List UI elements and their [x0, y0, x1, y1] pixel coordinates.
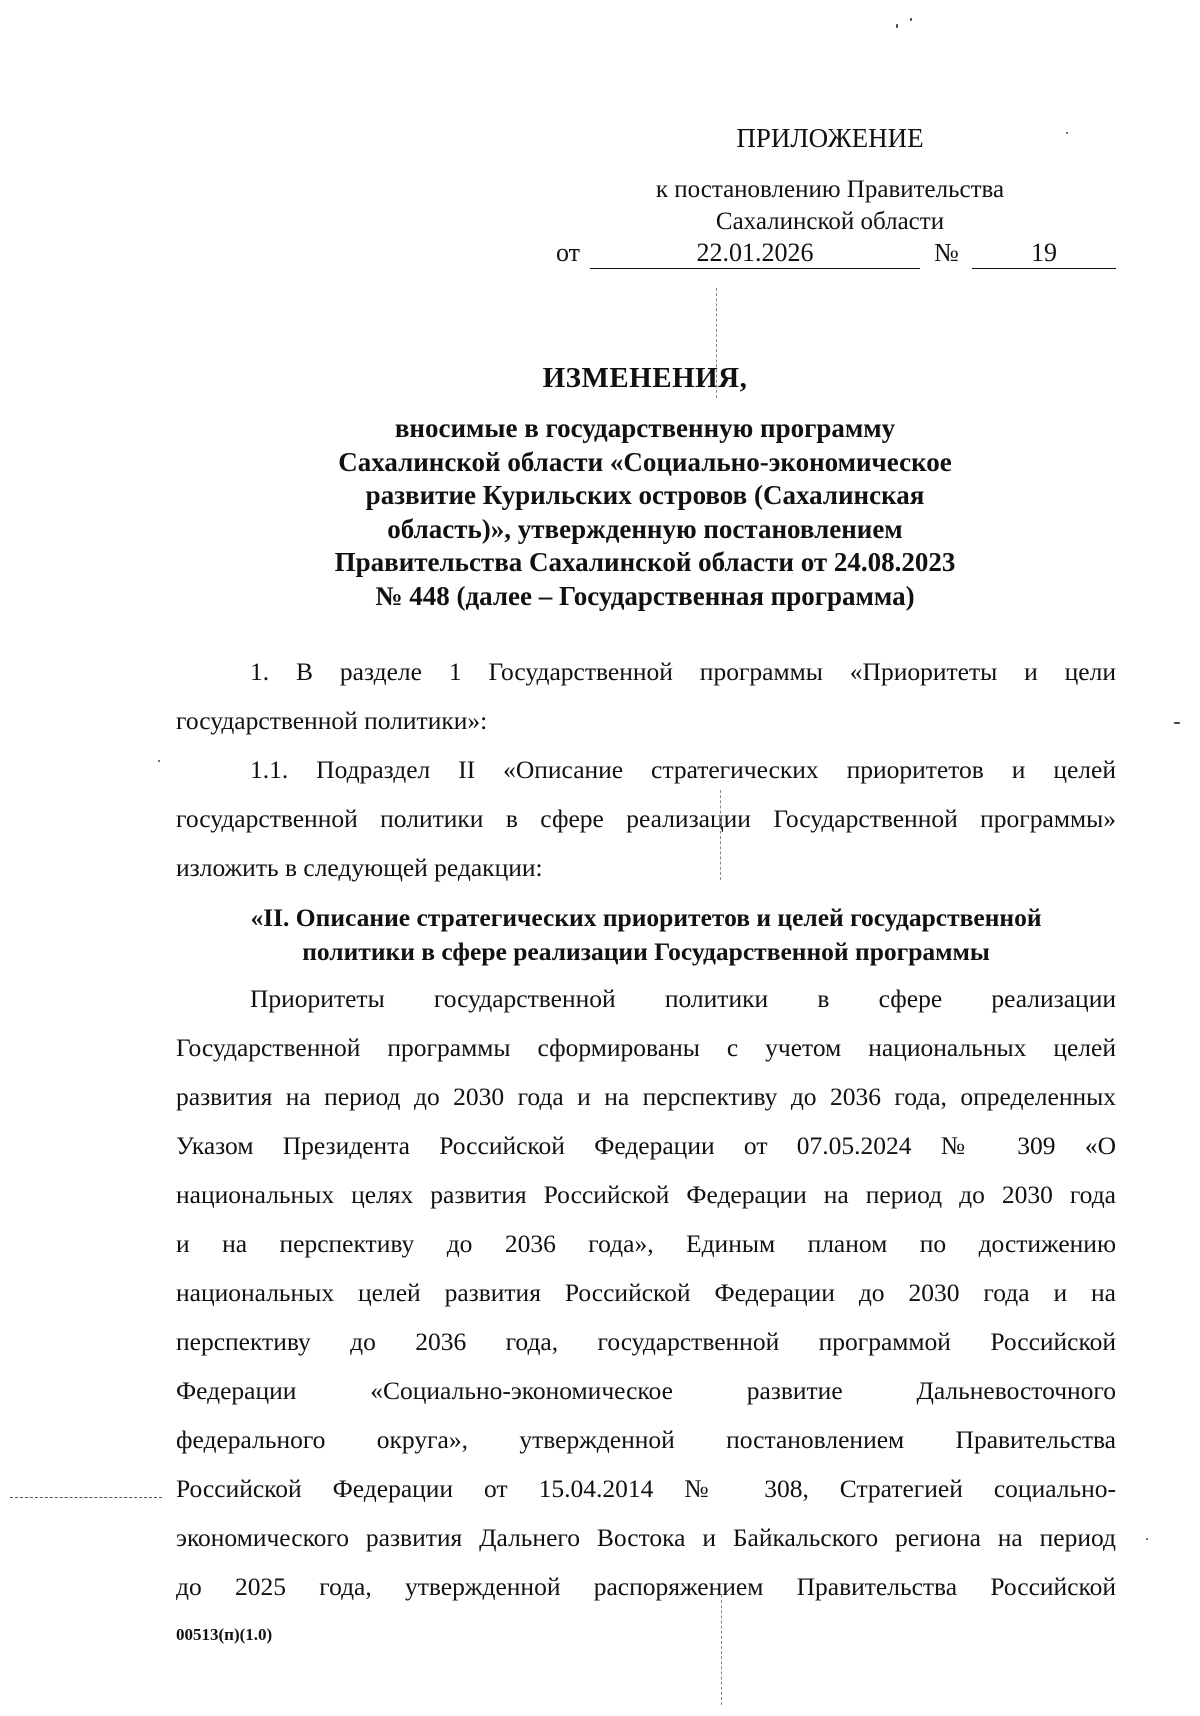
scan-artifact: [1066, 132, 1068, 134]
paragraph-line: национальных целей развития Российской Федерации до 2030 года и на: [176, 1278, 1116, 1307]
paragraph-line: национальных целях развития Российской Федерации на период до 2030 года: [176, 1180, 1116, 1209]
paragraph-line: до 2025 года, утвержденной распоряжением Правительства Российской: [176, 1572, 1116, 1601]
appendix-resolution-line: к постановлению Правительства: [655, 176, 1005, 203]
paragraph-line: Приоритеты государственной политики в сфере реализации: [250, 984, 1116, 1013]
subtitle-line: область)», утвержденную постановлением: [387, 513, 903, 544]
paragraph-1-1-line: 1.1. Подраздел II «Описание стратегических приоритетов и целей: [250, 755, 1116, 784]
paragraph-line: развития на период до 2030 года и на перспективу до 2036 года, определенных: [176, 1082, 1116, 1111]
scan-artifact: [721, 1595, 722, 1705]
paragraph-line: федерального округа», утвержденной постановлением Правительства: [176, 1425, 1116, 1454]
resolution-date: 22.01.2026: [590, 238, 920, 269]
paragraph-1-line: государственной политики»:: [176, 706, 488, 735]
scan-artifact: [716, 288, 717, 398]
subtitle-line: № 448 (далее – Государственная программа): [375, 580, 915, 611]
section-heading: «II. Описание стратегических приоритетов и целей государственной: [250, 903, 1042, 932]
scan-artifact: [720, 790, 721, 880]
resolution-number: 19: [972, 238, 1116, 269]
paragraph-1-1-line: государственной политики в сфере реализации Государственной программы»: [176, 804, 1116, 833]
subtitle-line: вносимые в государственную программу: [394, 413, 896, 443]
appendix-title: ПРИЛОЖЕНИЕ: [736, 123, 924, 153]
subtitle-line: Сахалинской области «Социально-экономическое: [338, 446, 952, 477]
paragraph-line: Государственной программы сформированы с учетом национальных целей: [176, 1033, 1116, 1062]
document-subtitle: [0, 412, 1200, 613]
paragraph-line: Российской Федерации от 15.04.2014 № 308, Стратегией социально-: [176, 1474, 1116, 1503]
paragraph-line: Федерации «Социально-экономическое развитие Дальневосточного: [176, 1376, 1116, 1405]
document-code: 00513(п)(1.0): [176, 1625, 273, 1644]
number-label: №: [934, 238, 959, 267]
from-label: от: [556, 238, 581, 267]
section-heading: политики в сфере реализации Государственной программы: [302, 937, 990, 966]
paragraph-line: и на перспективу до 2036 года», Единым планом по достижению: [176, 1229, 1116, 1258]
paragraph-line: перспективу до 2036 года, государственной программой Российской: [176, 1327, 1116, 1356]
scan-artifact: [1174, 722, 1180, 724]
paragraph-line: экономического развития Дальнего Востока и Байкальского региона на период: [176, 1523, 1116, 1552]
subtitle-line: Правительства Сахалинской области от 24.08.2023: [334, 547, 956, 577]
scan-artifact: [1146, 1538, 1148, 1540]
scan-artifact: [910, 18, 912, 21]
appendix-region-line: Сахалинской области: [715, 208, 945, 235]
paragraph-line: Указом Президента Российской Федерации от 07.05.2024 № 309 «О: [176, 1131, 1116, 1160]
scan-artifact: [10, 1497, 162, 1498]
document-title: ИЗМЕНЕНИЯ,: [542, 362, 748, 394]
subtitle-line: развитие Курильских островов (Сахалинская: [365, 480, 925, 510]
paragraph-1-1-line: изложить в следующей редакции:: [176, 853, 543, 882]
scan-artifact: [158, 760, 160, 762]
paragraph-1-line: 1. В разделе 1 Государственной программы «Приоритеты и цели: [250, 657, 1116, 686]
scan-artifact: [896, 24, 898, 28]
